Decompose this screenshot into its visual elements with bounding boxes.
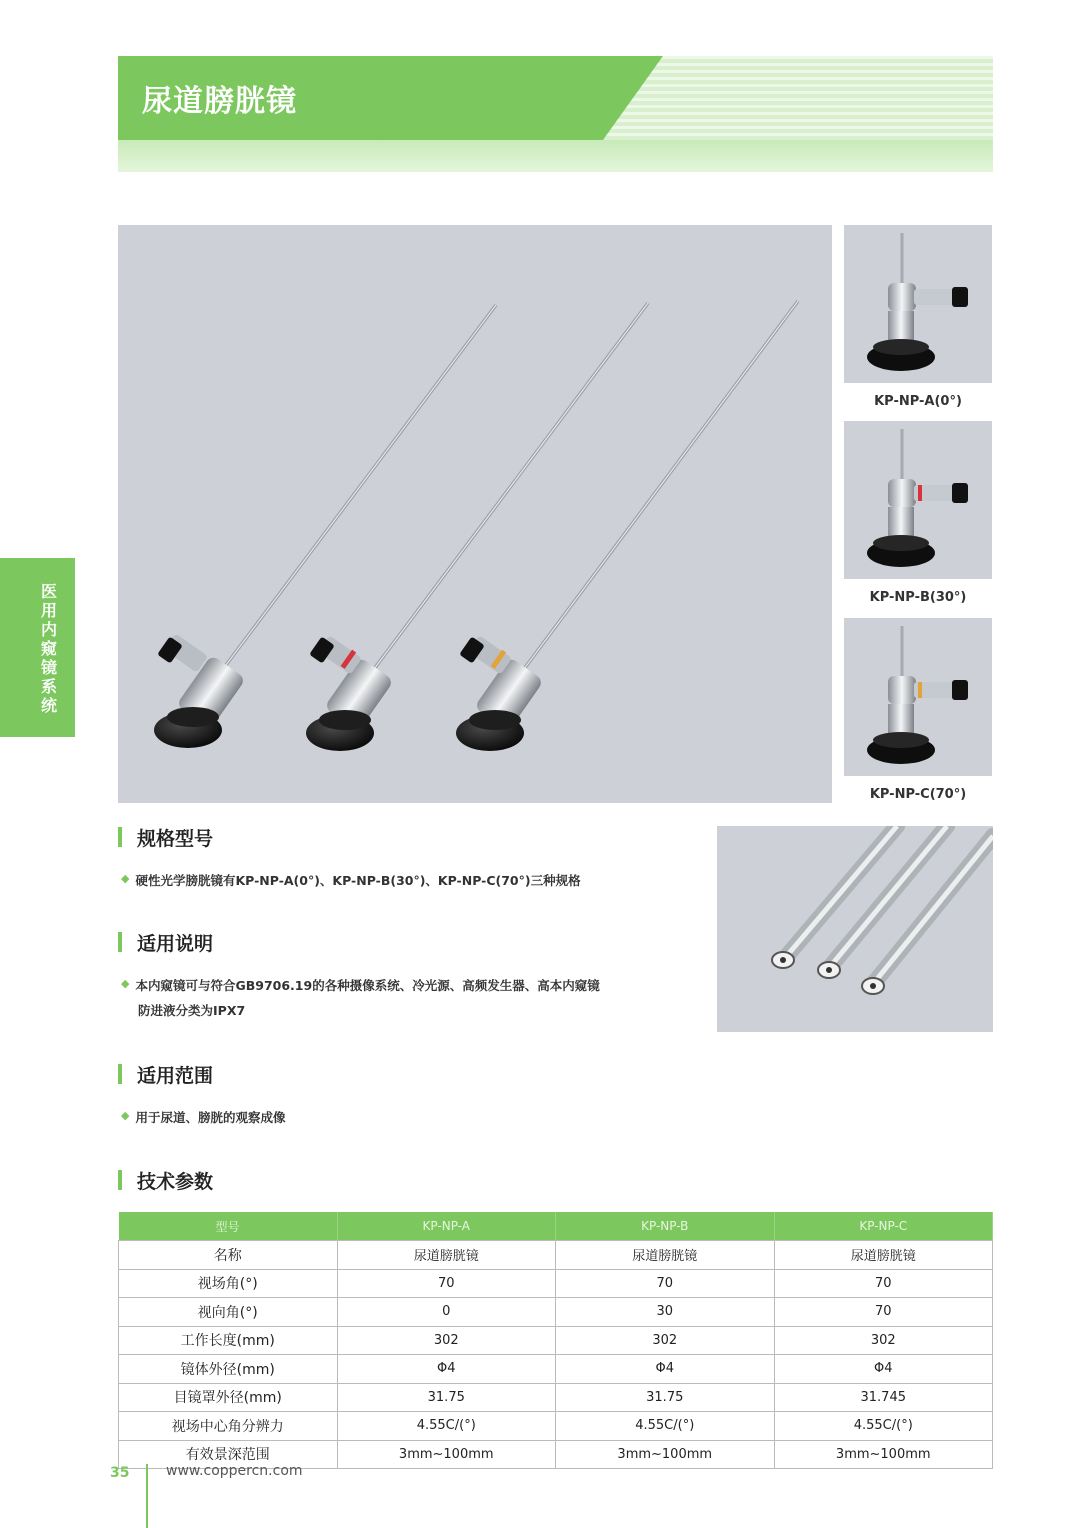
tech-params-table [118,1212,993,1469]
table-cell: 70 [774,1269,993,1298]
thumbnail-label-b: KP-NP-B(30°) [869,590,967,605]
table-row-label: 工作长度(mm) [119,1326,338,1355]
table-row [119,1298,993,1327]
table-cell: 尿道膀胱镜 [556,1241,775,1270]
table-cell: 0 [337,1298,556,1327]
table-row-label: 视向角(°) [119,1298,338,1327]
table-header-cell: KP-NP-A [337,1212,556,1241]
table-cell: 尿道膀胱镜 [774,1241,993,1270]
page-number: 35 [110,1465,130,1481]
section-title: 规格型号 [137,827,214,850]
spec-bullet [121,871,581,889]
table-header-row [119,1212,993,1241]
page-title: 尿道膀胱镜 [142,84,297,119]
table-cell: Φ4 [774,1355,993,1384]
spec-text: 硬性光学膀胱镜有KP-NP-A(0°)、KP-NP-B(30°)、KP-NP-C(70°)三种规格 [135,873,581,888]
diamond-bullet-icon: ◆ [121,977,130,990]
section-title: 适用范围 [137,1064,214,1087]
scope-a [154,305,496,748]
table-cell: 3mm~100mm [774,1440,993,1469]
table-cell: 4.55C/(°) [556,1412,775,1441]
usage-text-line1: 本内窥镜可与符合GB9706.19的各种摄像系统、冷光源、高频发生器、高本内窥镜 [135,978,600,993]
table-cell: 31.745 [774,1383,993,1412]
table-row [119,1383,993,1412]
footer-divider [146,1464,148,1528]
scope-text: 用于尿道、膀胱的观察成像 [135,1110,286,1125]
footer-website: www.coppercn.com [166,1463,303,1479]
side-category-tab [0,558,75,737]
thumbnail-kp-np-c [844,618,992,776]
table-cell: 31.75 [556,1383,775,1412]
table-cell: 31.75 [337,1383,556,1412]
usage-bullet [121,976,600,994]
diamond-bullet-icon: ◆ [121,872,130,885]
table-cell: 4.55C/(°) [774,1412,993,1441]
table-row-label: 视场角(°) [119,1269,338,1298]
side-tab-label: 医用内窥镜系统 [40,582,57,715]
table-cell: 3mm~100mm [556,1440,775,1469]
table-cell: 302 [774,1326,993,1355]
thumbnail-label-c: KP-NP-C(70°) [869,787,967,802]
scope-tip-closeup-photo [717,826,993,1032]
scope-b [306,303,648,751]
table-cell: 302 [556,1326,775,1355]
section-bar [118,1064,122,1084]
table-body [119,1241,993,1469]
section-usage-heading [118,929,213,955]
scope-bullet [121,1108,285,1126]
table-header-cell: KP-NP-B [556,1212,775,1241]
table-cell: 4.55C/(°) [337,1412,556,1441]
table-row-label: 有效景深范围 [119,1440,338,1469]
table-row-label: 视场中心角分辨力 [119,1412,338,1441]
table-row [119,1269,993,1298]
table-cell: 302 [337,1326,556,1355]
table-cell: 尿道膀胱镜 [337,1241,556,1270]
table-row-label: 目镜罩外径(mm) [119,1383,338,1412]
scope-c [456,301,798,751]
table-row [119,1412,993,1441]
section-bar [118,1170,122,1190]
table-cell: 30 [556,1298,775,1327]
table-row [119,1326,993,1355]
scope-side-view [844,225,992,383]
thumbnail-kp-np-a [844,225,992,383]
table-cell: Φ4 [337,1355,556,1384]
section-scope-heading [118,1061,213,1087]
table-cell: 70 [337,1269,556,1298]
thumbnail-label-a: KP-NP-A(0°) [874,394,962,409]
cystoscope-group-illustration [118,225,832,803]
table-row-label: 镜体外径(mm) [119,1355,338,1384]
banner-stripes [603,56,993,140]
banner-bottom-strip [118,140,993,172]
section-bar [118,932,122,952]
section-spec-heading [118,824,213,850]
scope-side-view [844,421,992,579]
section-title: 技术参数 [137,1170,214,1193]
product-photo-main [118,225,832,803]
table-cell: 3mm~100mm [337,1440,556,1469]
table-header-cell: 型号 [119,1212,338,1241]
section-params-heading [118,1167,213,1193]
table-row [119,1241,993,1270]
table-row-label: 名称 [119,1241,338,1270]
table-header-cell: KP-NP-C [774,1212,993,1241]
thumbnail-kp-np-b [844,421,992,579]
table-cell: 70 [774,1298,993,1327]
table-cell: 70 [556,1269,775,1298]
table-row [119,1355,993,1384]
table-cell: Φ4 [556,1355,775,1384]
diamond-bullet-icon: ◆ [121,1109,130,1122]
scope-side-view [844,618,992,776]
section-bar [118,827,122,847]
scope-tips-illustration [717,826,993,1032]
usage-text-line2: 防进液分类为IPX7 [138,1003,246,1018]
section-title: 适用说明 [137,932,214,955]
header-banner [118,56,993,172]
